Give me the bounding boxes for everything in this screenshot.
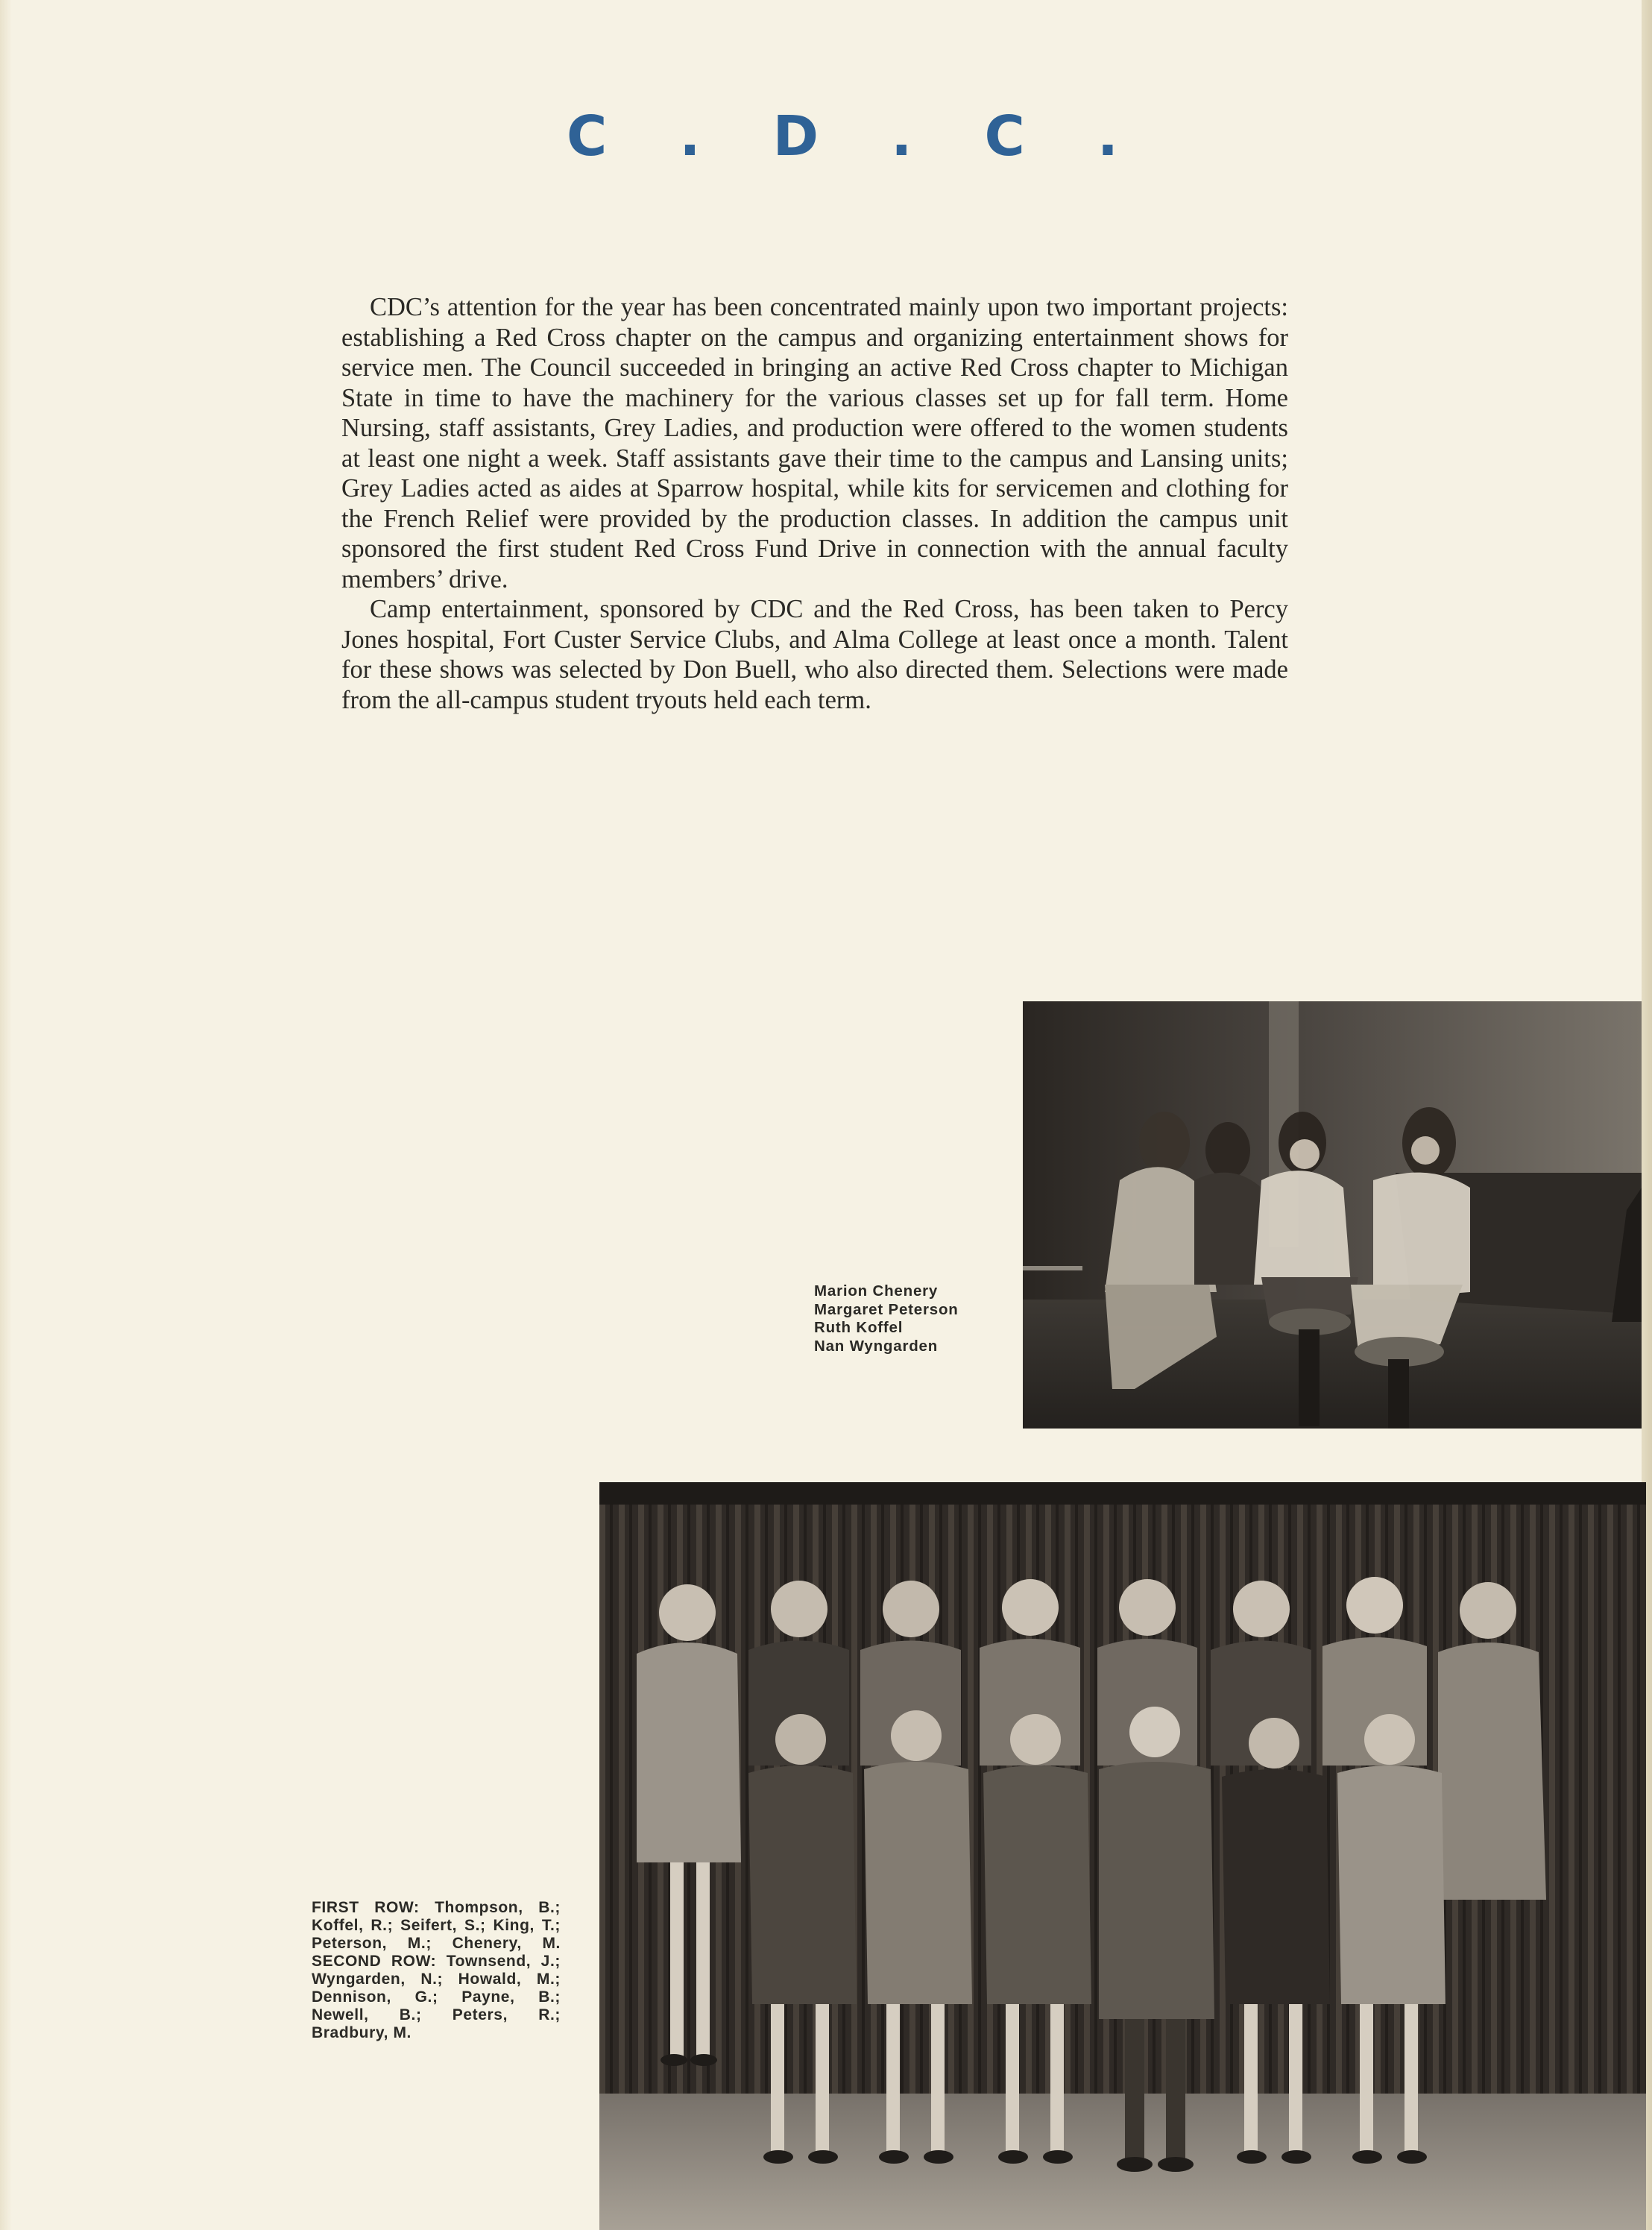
article-body: [341, 292, 1288, 715]
caption-name: Margaret Peterson: [814, 1300, 959, 1318]
caption-name: Marion Chenery: [814, 1282, 939, 1300]
page-left-edge: [0, 0, 12, 2230]
caption-name: Nan Wyngarden: [814, 1337, 939, 1355]
caption-name: Ruth Koffel: [814, 1319, 904, 1336]
page-title: [567, 104, 1118, 168]
title-letter: C: [567, 104, 608, 168]
group-photo-caption: FIRST ROW: Thompson, B.; Koffel, R.; Seifert, S.; King, T.; Peterson, M.; Chenery, M. SECOND ROW: Townsend, J.; Wyngarden, N.; Howald, M.; Dennison, G.; Payne, B.; Newell, B.; Peters, R.; Bradbury, M.: [312, 1899, 561, 2041]
title-dot: .: [891, 104, 912, 168]
paragraph-red-cross: CDC’s attention for the year has been concentrated mainly upon two important projects: establishing a Red Cross chapter on the campus and organizing entertainment shows for service men. The Council succeeded in bringing an active Red Cross chapter to Michigan State in time to have the machinery for the various classes set up for fall term. Home Nursing, staff assistants, Grey Ladies, and production were offered to the women students at least one night a week. Staff assistants gave their time to the campus and Lansing units; Grey Ladies acted as aides at Sparrow hospital, while kits for servicemen and clothing for the French Relief were provided by the production classes. In addition the campus unit sponsored the first student Red Cross Fund Drive in connection with the annual faculty members’ drive.: [341, 293, 1288, 593]
title-dot: .: [679, 104, 701, 168]
title-letter: C: [984, 104, 1025, 168]
title-dot: .: [1097, 104, 1118, 168]
paragraph-camp-entertainment: Camp entertainment, sponsored by CDC and the Red Cross, has been taken to Percy Jones hospital, Fort Custer Service Clubs, and Alma College at least once a month. Talent for these shows was selected by Don Buell, who also directed them. Selections were made from the all-campus student tryouts held each term.: [341, 595, 1288, 714]
small-photo-caption: [814, 1282, 1015, 1355]
title-letter: D: [772, 104, 819, 168]
photo-four-women-seated: [1023, 1001, 1642, 1429]
photo-group-portrait: [599, 1482, 1646, 2230]
